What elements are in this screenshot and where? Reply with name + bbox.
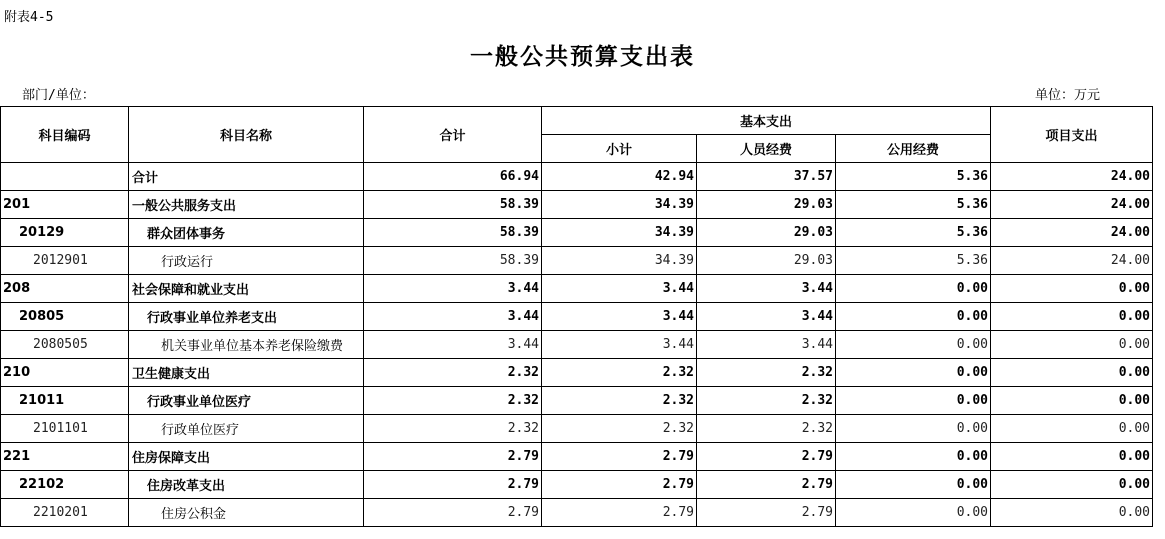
col-header-project: 项目支出 bbox=[991, 107, 1153, 163]
row-public: 0.00 bbox=[836, 303, 991, 331]
row-subtotal: 3.44 bbox=[542, 275, 697, 303]
unit-label: 单位：万元 bbox=[1035, 88, 1101, 103]
row-project: 0.00 bbox=[991, 359, 1153, 387]
row-name: 合计 bbox=[129, 163, 364, 191]
row-subtotal: 2.79 bbox=[542, 471, 697, 499]
table-row bbox=[1, 303, 1153, 331]
col-header-public: 公用经费 bbox=[836, 135, 991, 163]
row-subtotal: 3.44 bbox=[542, 331, 697, 359]
row-public: 0.00 bbox=[836, 275, 991, 303]
row-public: 0.00 bbox=[836, 359, 991, 387]
row-subtotal: 34.39 bbox=[542, 247, 697, 275]
row-total: 2.32 bbox=[364, 359, 542, 387]
row-subtotal: 34.39 bbox=[542, 219, 697, 247]
col-header-code: 科目编码 bbox=[1, 107, 129, 163]
row-personnel: 2.79 bbox=[697, 499, 836, 527]
row-total: 58.39 bbox=[364, 219, 542, 247]
row-total: 2.79 bbox=[364, 499, 542, 527]
row-personnel: 37.57 bbox=[697, 163, 836, 191]
row-personnel: 2.79 bbox=[697, 471, 836, 499]
row-subtotal: 3.44 bbox=[542, 303, 697, 331]
row-personnel: 29.03 bbox=[697, 191, 836, 219]
row-public: 0.00 bbox=[836, 387, 991, 415]
row-total: 3.44 bbox=[364, 331, 542, 359]
row-subtotal: 34.39 bbox=[542, 191, 697, 219]
col-header-personnel: 人员经费 bbox=[697, 135, 836, 163]
row-personnel: 2.32 bbox=[697, 415, 836, 443]
row-project: 24.00 bbox=[991, 191, 1153, 219]
row-personnel: 3.44 bbox=[697, 275, 836, 303]
row-project: 0.00 bbox=[991, 443, 1153, 471]
row-name: 行政单位医疗 bbox=[129, 415, 364, 443]
row-code: 20129 bbox=[1, 219, 129, 247]
row-name: 住房公积金 bbox=[129, 499, 364, 527]
row-subtotal: 2.32 bbox=[542, 387, 697, 415]
row-code: 22102 bbox=[1, 471, 129, 499]
row-code: 20805 bbox=[1, 303, 129, 331]
row-total: 66.94 bbox=[364, 163, 542, 191]
row-public: 5.36 bbox=[836, 247, 991, 275]
row-name: 行政事业单位养老支出 bbox=[129, 303, 364, 331]
table-row bbox=[1, 331, 1153, 359]
budget-table bbox=[0, 106, 1153, 527]
row-code: 2101101 bbox=[1, 415, 129, 443]
row-total: 58.39 bbox=[364, 191, 542, 219]
row-public: 5.36 bbox=[836, 163, 991, 191]
row-project: 0.00 bbox=[991, 275, 1153, 303]
row-name: 机关事业单位基本养老保险缴费 bbox=[129, 331, 364, 359]
row-name: 住房改革支出 bbox=[129, 471, 364, 499]
table-row bbox=[1, 415, 1153, 443]
row-public: 5.36 bbox=[836, 219, 991, 247]
row-project: 0.00 bbox=[991, 303, 1153, 331]
row-code: 2080505 bbox=[1, 331, 129, 359]
row-project: 24.00 bbox=[991, 163, 1153, 191]
row-public: 0.00 bbox=[836, 499, 991, 527]
row-name: 行政运行 bbox=[129, 247, 364, 275]
row-subtotal: 2.32 bbox=[542, 415, 697, 443]
row-total: 2.32 bbox=[364, 387, 542, 415]
table-row bbox=[1, 275, 1153, 303]
row-project: 24.00 bbox=[991, 219, 1153, 247]
row-code: 208 bbox=[1, 275, 129, 303]
table-row bbox=[1, 443, 1153, 471]
row-public: 0.00 bbox=[836, 331, 991, 359]
row-subtotal: 2.32 bbox=[542, 359, 697, 387]
table-row bbox=[1, 191, 1153, 219]
row-personnel: 2.79 bbox=[697, 443, 836, 471]
table-row bbox=[1, 359, 1153, 387]
row-public: 0.00 bbox=[836, 443, 991, 471]
dept-label: 部门/单位： bbox=[22, 88, 95, 103]
row-public: 0.00 bbox=[836, 471, 991, 499]
row-code: 221 bbox=[1, 443, 129, 471]
row-project: 0.00 bbox=[991, 331, 1153, 359]
row-name: 一般公共服务支出 bbox=[129, 191, 364, 219]
row-personnel: 29.03 bbox=[697, 247, 836, 275]
row-total: 3.44 bbox=[364, 303, 542, 331]
table-row bbox=[1, 499, 1153, 527]
row-personnel: 29.03 bbox=[697, 219, 836, 247]
page-title: 一般公共预算支出表 bbox=[470, 43, 695, 70]
row-personnel: 3.44 bbox=[697, 303, 836, 331]
table-row bbox=[1, 387, 1153, 415]
row-project: 0.00 bbox=[991, 471, 1153, 499]
row-code: 2210201 bbox=[1, 499, 129, 527]
row-public: 0.00 bbox=[836, 415, 991, 443]
row-subtotal: 2.79 bbox=[542, 499, 697, 527]
row-personnel: 3.44 bbox=[697, 331, 836, 359]
table-row bbox=[1, 219, 1153, 247]
col-header-subtotal: 小计 bbox=[542, 135, 697, 163]
row-code: 201 bbox=[1, 191, 129, 219]
table-row bbox=[1, 163, 1153, 191]
row-project: 0.00 bbox=[991, 499, 1153, 527]
row-code: 2012901 bbox=[1, 247, 129, 275]
row-total: 2.79 bbox=[364, 471, 542, 499]
row-total: 2.32 bbox=[364, 415, 542, 443]
row-project: 0.00 bbox=[991, 415, 1153, 443]
row-project: 24.00 bbox=[991, 247, 1153, 275]
row-code: 210 bbox=[1, 359, 129, 387]
row-subtotal: 42.94 bbox=[542, 163, 697, 191]
col-header-total: 合计 bbox=[364, 107, 542, 163]
row-total: 3.44 bbox=[364, 275, 542, 303]
row-code: 21011 bbox=[1, 387, 129, 415]
row-name: 群众团体事务 bbox=[129, 219, 364, 247]
attachment-label: 附表4-5 bbox=[4, 10, 54, 25]
row-personnel: 2.32 bbox=[697, 359, 836, 387]
row-name: 住房保障支出 bbox=[129, 443, 364, 471]
row-name: 卫生健康支出 bbox=[129, 359, 364, 387]
table-row bbox=[1, 471, 1153, 499]
row-code bbox=[1, 163, 129, 191]
row-project: 0.00 bbox=[991, 387, 1153, 415]
row-public: 5.36 bbox=[836, 191, 991, 219]
row-subtotal: 2.79 bbox=[542, 443, 697, 471]
col-header-basic: 基本支出 bbox=[542, 107, 991, 135]
row-name: 行政事业单位医疗 bbox=[129, 387, 364, 415]
col-header-name: 科目名称 bbox=[129, 107, 364, 163]
row-personnel: 2.32 bbox=[697, 387, 836, 415]
row-total: 2.79 bbox=[364, 443, 542, 471]
row-name: 社会保障和就业支出 bbox=[129, 275, 364, 303]
row-total: 58.39 bbox=[364, 247, 542, 275]
table-row bbox=[1, 247, 1153, 275]
